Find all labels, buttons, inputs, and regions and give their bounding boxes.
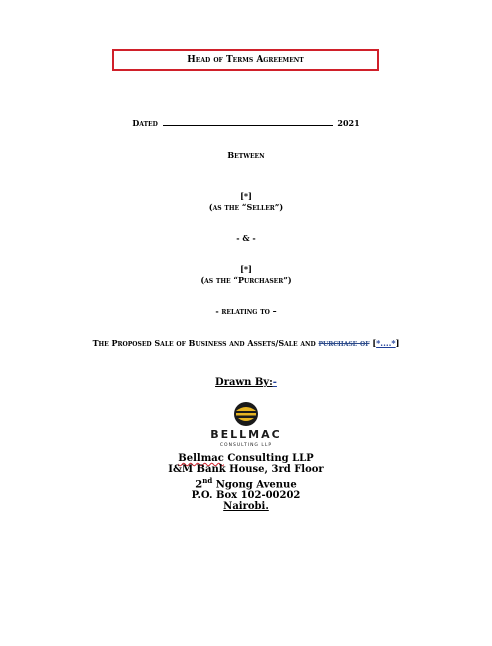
document-title-text: Head of Terms Agreement [187,55,304,65]
dated-line [0,118,492,128]
seller-role: (as the “Seller”) [208,202,284,212]
and-separator [0,233,492,243]
firm-name-first: Bellmac [178,453,224,464]
logo-subtitle: CONSULTING LLP [219,443,273,448]
line3-number: 2 [195,479,203,491]
placeholder-close: ] [395,338,400,348]
line3-suffix: nd [202,476,213,485]
line3-street: Ngong Avenue [212,479,297,491]
drawn-by-label: Drawn By: [215,377,273,388]
relating-to [0,306,492,316]
address-line2: I&M Bank House, 3rd Floor [168,464,324,475]
between-text: Between [227,150,265,160]
party-seller [0,191,492,213]
logo-name: BELLMAC [210,428,282,441]
party-purchaser [0,264,492,286]
drawn-by-suffix: - [272,377,277,388]
subject-placeholder[interactable]: *....* [376,338,396,348]
address-line4: P.O. Box 102-00202 [191,490,301,502]
document-title [112,49,379,71]
dated-label: Dated [132,118,158,128]
subject-main: The Proposed Sale of Business and Assets/Sale and [92,338,316,348]
address-block [0,453,492,512]
subject-strikethrough: purchase of [318,338,370,348]
address-city: Nairobi. [223,501,269,513]
relating-to-text: - relating to – [215,306,277,316]
bellmac-logo [200,400,292,450]
date-blank[interactable] [163,118,333,126]
bellmac-emblem-icon [200,400,292,450]
seller-name: [*] [240,191,252,201]
placeholder-open: [ [369,338,377,348]
address-firm [0,453,492,464]
drawn-by [0,377,492,388]
address-line3 [0,475,492,490]
subject-line [0,338,492,348]
purchaser-name: [*] [240,264,252,274]
purchaser-role: (as the “Purchaser”) [200,275,292,285]
and-separator-text: - & - [236,233,256,243]
between-label [0,150,492,160]
firm-name-rest: Consulting LLP [223,453,314,464]
dated-year: 2021 [337,118,360,128]
